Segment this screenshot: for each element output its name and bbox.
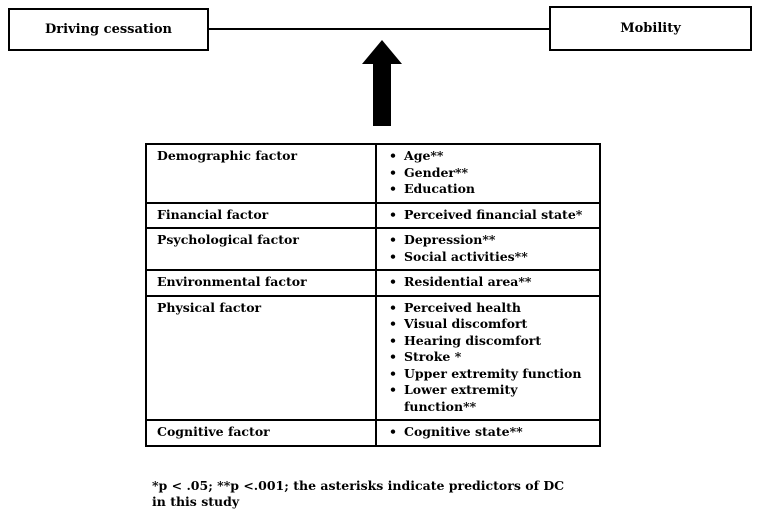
factor-items <box>376 228 600 270</box>
factor-row <box>146 420 600 446</box>
factor-item: • Residential area** <box>387 274 591 291</box>
footnote: *p < .05; **p <.001; the asterisks indicate predictors of DC in this study <box>152 478 565 509</box>
driving-cessation-label: Driving cessation <box>45 22 172 37</box>
factor-item-list <box>387 300 591 416</box>
factor-name: Environmental factor <box>146 270 376 296</box>
factor-items <box>376 296 600 421</box>
factor-item-list <box>387 232 591 265</box>
factor-row <box>146 270 600 296</box>
factor-item: • Lower extremity function** <box>387 382 591 415</box>
factor-row <box>146 144 600 203</box>
factor-items <box>376 203 600 229</box>
factor-item-list <box>387 207 591 224</box>
factor-name: Psychological factor <box>146 228 376 270</box>
factor-item: • Gender** <box>387 165 591 182</box>
up-arrow-icon <box>360 40 404 128</box>
factor-name: Demographic factor <box>146 144 376 203</box>
factor-items <box>376 270 600 296</box>
factor-item: • Social activities** <box>387 249 591 266</box>
factor-items <box>376 420 600 446</box>
connector-line <box>209 28 549 30</box>
factor-item: • Perceived financial state* <box>387 207 591 224</box>
mobility-label: Mobility <box>620 21 681 36</box>
driving-cessation-box <box>8 8 209 51</box>
factor-item-list <box>387 424 591 441</box>
factor-item: • Age** <box>387 148 591 165</box>
factor-item: • Upper extremity function <box>387 366 591 383</box>
factor-row <box>146 296 600 421</box>
factor-item-list <box>387 148 591 198</box>
factor-name: Cognitive factor <box>146 420 376 446</box>
factors-table <box>145 143 601 447</box>
factor-item: • Education <box>387 181 591 198</box>
factor-item: • Visual discomfort <box>387 316 591 333</box>
factor-item-list <box>387 274 591 291</box>
factor-item: • Stroke * <box>387 349 591 366</box>
factor-item: • Cognitive state** <box>387 424 591 441</box>
factor-item: • Perceived health <box>387 300 591 317</box>
factor-name: Physical factor <box>146 296 376 421</box>
factor-row <box>146 228 600 270</box>
factor-name: Financial factor <box>146 203 376 229</box>
factor-items <box>376 144 600 203</box>
factor-item: • Hearing discomfort <box>387 333 591 350</box>
factor-row <box>146 203 600 229</box>
factor-item: • Depression** <box>387 232 591 249</box>
mobility-box <box>549 6 752 51</box>
